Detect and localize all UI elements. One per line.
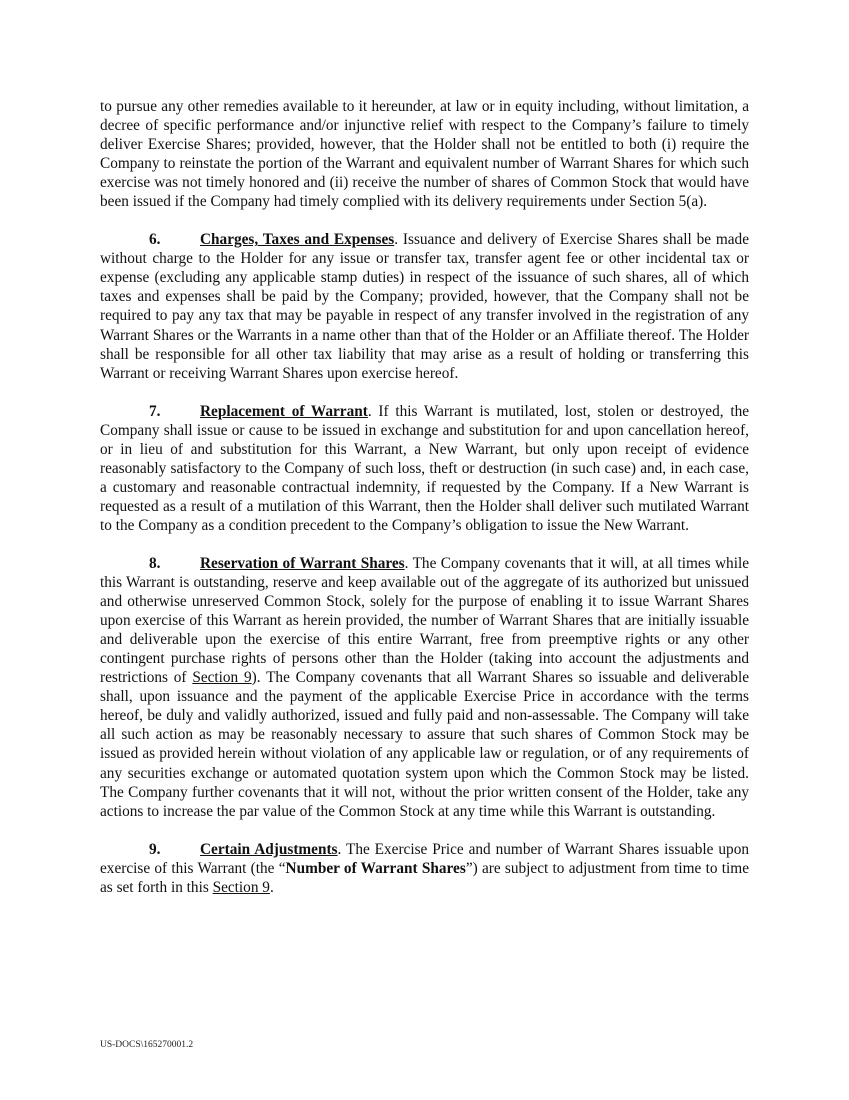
section-reference: Section 9: [192, 669, 252, 687]
section-body: The Exercise Price and number of Warrant Shares issuable upon exercise of this Warrant (the “: [100, 840, 749, 877]
section-body: ”) are subject to adjustment from time to time as set forth in this: [100, 859, 749, 896]
section-number: 7.: [149, 402, 161, 420]
section-body: ). The Company covenants that all Warrant Shares so issuable and deliverable shall, upon issuance and the payment of the applicable Exercise Price in accordance with the terms hereof, be duly and validly authorized, issued and fully paid and non-assessable. The Company will take all such action as may be reasonably necessary to assure that such shares of Common Stock may be issued as provided herein without violation of any applicable law or regulation, or of any requirements of any securities exchange or automated quotation system upon which the Common Stock may be listed. The Company further covenants that it will not, without the prior written consent of the Holder, take any actions to increase the par value of the Common Stock at any time while this Warrant is outstanding.: [100, 669, 749, 820]
document-page: [100, 97, 749, 916]
section-heading: Reservation of Warrant Shares: [200, 554, 405, 572]
section-reference: Section 9: [212, 878, 270, 896]
section-number: 9.: [149, 840, 161, 858]
heading-punctuation: .: [367, 402, 372, 420]
heading-punctuation: .: [337, 840, 342, 858]
heading-punctuation: .: [404, 554, 409, 572]
section-body: If this Warrant is mutilated, lost, stolen or destroyed, the Company shall issue or cause to be issued in exchange and substitution for and upon cancellation hereof, or in lieu of and substitution for this Warrant, a New Warrant, but only upon receipt of evidence reasonably satisfactory to the Company of such loss, theft or destruction (in such case) and, in each case, a customary and reasonable contractual indemnity, if requested by the Company. If a New Warrant is requested as a result of a mutilation of this Warrant, then the Holder shall deliver such mutilated Warrant to the Company as a condition precedent to the Company’s obligation to issue the New Warrant.: [100, 402, 750, 534]
defined-term: Number of Warrant Shares: [285, 859, 466, 877]
section-heading: Charges, Taxes and Expenses: [200, 231, 395, 249]
section-7-paragraph: [100, 402, 749, 535]
section-number: 6.: [149, 231, 161, 249]
continuation-paragraph: to pursue any other remedies available to it hereunder, at law or in equity including, without limitation, a decree of specific performance and/or injunctive relief with respect to the Company’s failure to timely deliver Exercise Shares; provided, however, that the Holder shall not be entitled to both (i) require the Company to reinstate the portion of the Warrant and equivalent number of Warrant Shares for which such exercise was not timely honored and (ii) receive the number of shares of Common Stock that would have been issued if the Company had timely complied with its delivery requirements under Section 5(a).: [100, 98, 749, 211]
heading-punctuation: .: [394, 231, 399, 249]
section-body: .: [269, 878, 274, 896]
document-id-footer: US-DOCS\165270001.2: [100, 1040, 194, 1050]
section-body: The Company covenants that it will, at all times while this Warrant is outstanding, reserve and keep available out of the aggregate of its authorized but unissued and otherwise unreserved Common Stock, solely for the purpose of enabling it to issue Warrant Shares upon exercise of this Warrant as herein provided, the number of Warrant Shares that are initially issuable and deliverable upon the exercise of this entire Warrant, free from preemptive rights or any other contingent purchase rights of persons other than the Holder (taking into account the adjustments and restrictions of: [100, 554, 749, 687]
section-9-paragraph: [100, 840, 749, 897]
section-number: 8.: [149, 554, 161, 572]
section-body: Issuance and delivery of Exercise Shares shall be made without charge to the Holder for any issue or transfer tax, transfer agent fee or other incidental tax or expense (excluding any applicable stamp duties) in respect of the issuance of such shares, all of which taxes and expenses shall be paid by the Company; provided, however, that the Company shall not be required to pay any tax that may be payable in respect of any transfer involved in the registration of any Warrant Shares or the Warrants in a name other than that of the Holder or an Affiliate thereof. The Holder shall be responsible for all other tax liability that may arise as a result of holding or transferring this Warrant or receiving Warrant Shares upon exercise hereof.: [100, 231, 749, 382]
section-heading: Certain Adjustments: [200, 840, 338, 858]
section-8-paragraph: [100, 554, 749, 821]
section-6-paragraph: [100, 230, 749, 382]
section-heading: Replacement of Warrant: [200, 402, 368, 420]
